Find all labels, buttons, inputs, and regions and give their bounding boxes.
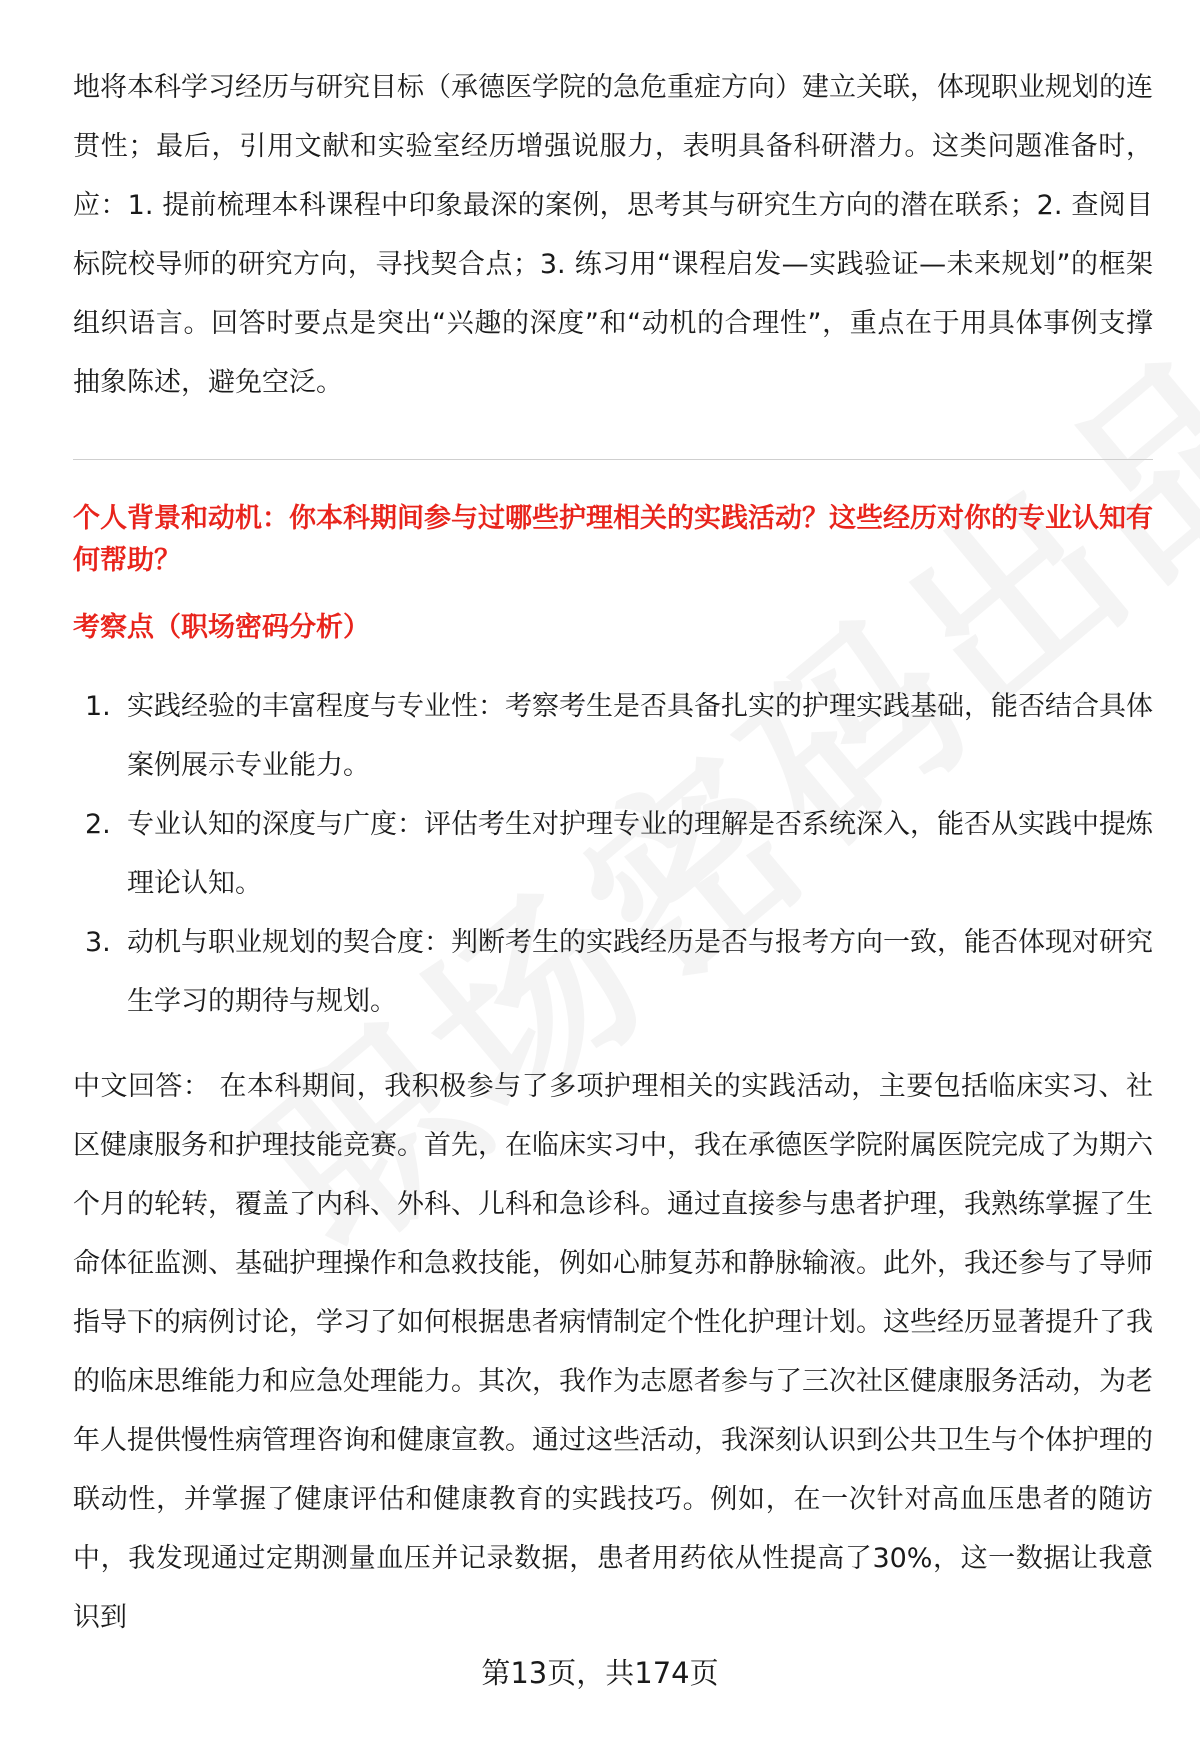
document-page (73, 58, 1153, 1647)
list-item (73, 677, 1153, 795)
list-item (73, 913, 1153, 1031)
points-list (73, 677, 1153, 1031)
intro-paragraph: 地将本科学习经历与研究目标（承德医学院的急危重症方向）建立关联，体现职业规划的连贯性；最后，引用文献和实验室经历增强说服力，表明具备科研潜力。这类问题准备时，应：1. 提前梳理本科课程中印象最深的案例，思考其与研究生方向的潜在联系；2. 查阅目标院校导师的研究方向，寻找契合点；3. 练习用“课程启发—实践验证—未来规划”的框架组织语言。回答时要点是突出“兴趣的深度”和“动机的合理性”，重点在于用具体事例支撑抽象陈述，避免空泛。 (73, 72, 1153, 398)
list-item (73, 795, 1153, 913)
list-item-number: 3. (85, 927, 111, 958)
page-footer: 第13页，共174页 (481, 1656, 719, 1690)
list-item-number: 1. (85, 691, 111, 722)
list-item-number: 2. (85, 809, 111, 840)
list-item-text: 动机与职业规划的契合度：判断考生的实践经历是否与报考方向一致，能否体现对研究生学习的期待与规划。 (127, 927, 1153, 1017)
points-heading: 考察点（职场密码分析） (73, 612, 370, 643)
question-heading: 个人背景和动机：你本科期间参与过哪些护理相关的实践活动？这些经历对你的专业认知有何帮助？ (73, 503, 1153, 576)
section-divider (73, 459, 1153, 460)
list-item-text: 专业认知的深度与广度：评估考生对护理专业的理解是否系统深入，能否从实践中提炼理论认知。 (127, 809, 1153, 899)
list-item-text: 实践经验的丰富程度与专业性：考察考生是否具备扎实的护理实践基础，能否结合具体案例展示专业能力。 (127, 691, 1153, 781)
answer-paragraph: 中文回答： 在本科期间，我积极参与了多项护理相关的实践活动，主要包括临床实习、社区健康服务和护理技能竞赛。首先，在临床实习中，我在承德医学院附属医院完成了为期六个月的轮转，覆盖了内科、外科、儿科和急诊科。通过直接参与患者护理，我熟练掌握了生命体征监测、基础护理操作和急救技能，例如心肺复苏和静脉输液。此外，我还参与了导师指导下的病例讨论，学习了如何根据患者病情制定个性化护理计划。这些经历显著提升了我的临床思维能力和应急处理能力。其次，我作为志愿者参与了三次社区健康服务活动，为老年人提供慢性病管理咨询和健康宣教。通过这些活动，我深刻认识到公共卫生与个体护理的联动性，并掌握了健康评估和健康教育的实践技巧。例如，在一次针对高血压患者的随访中，我发现通过定期测量血压并记录数据，患者用药依从性提高了30%，这一数据让我意识到 (73, 1071, 1153, 1633)
